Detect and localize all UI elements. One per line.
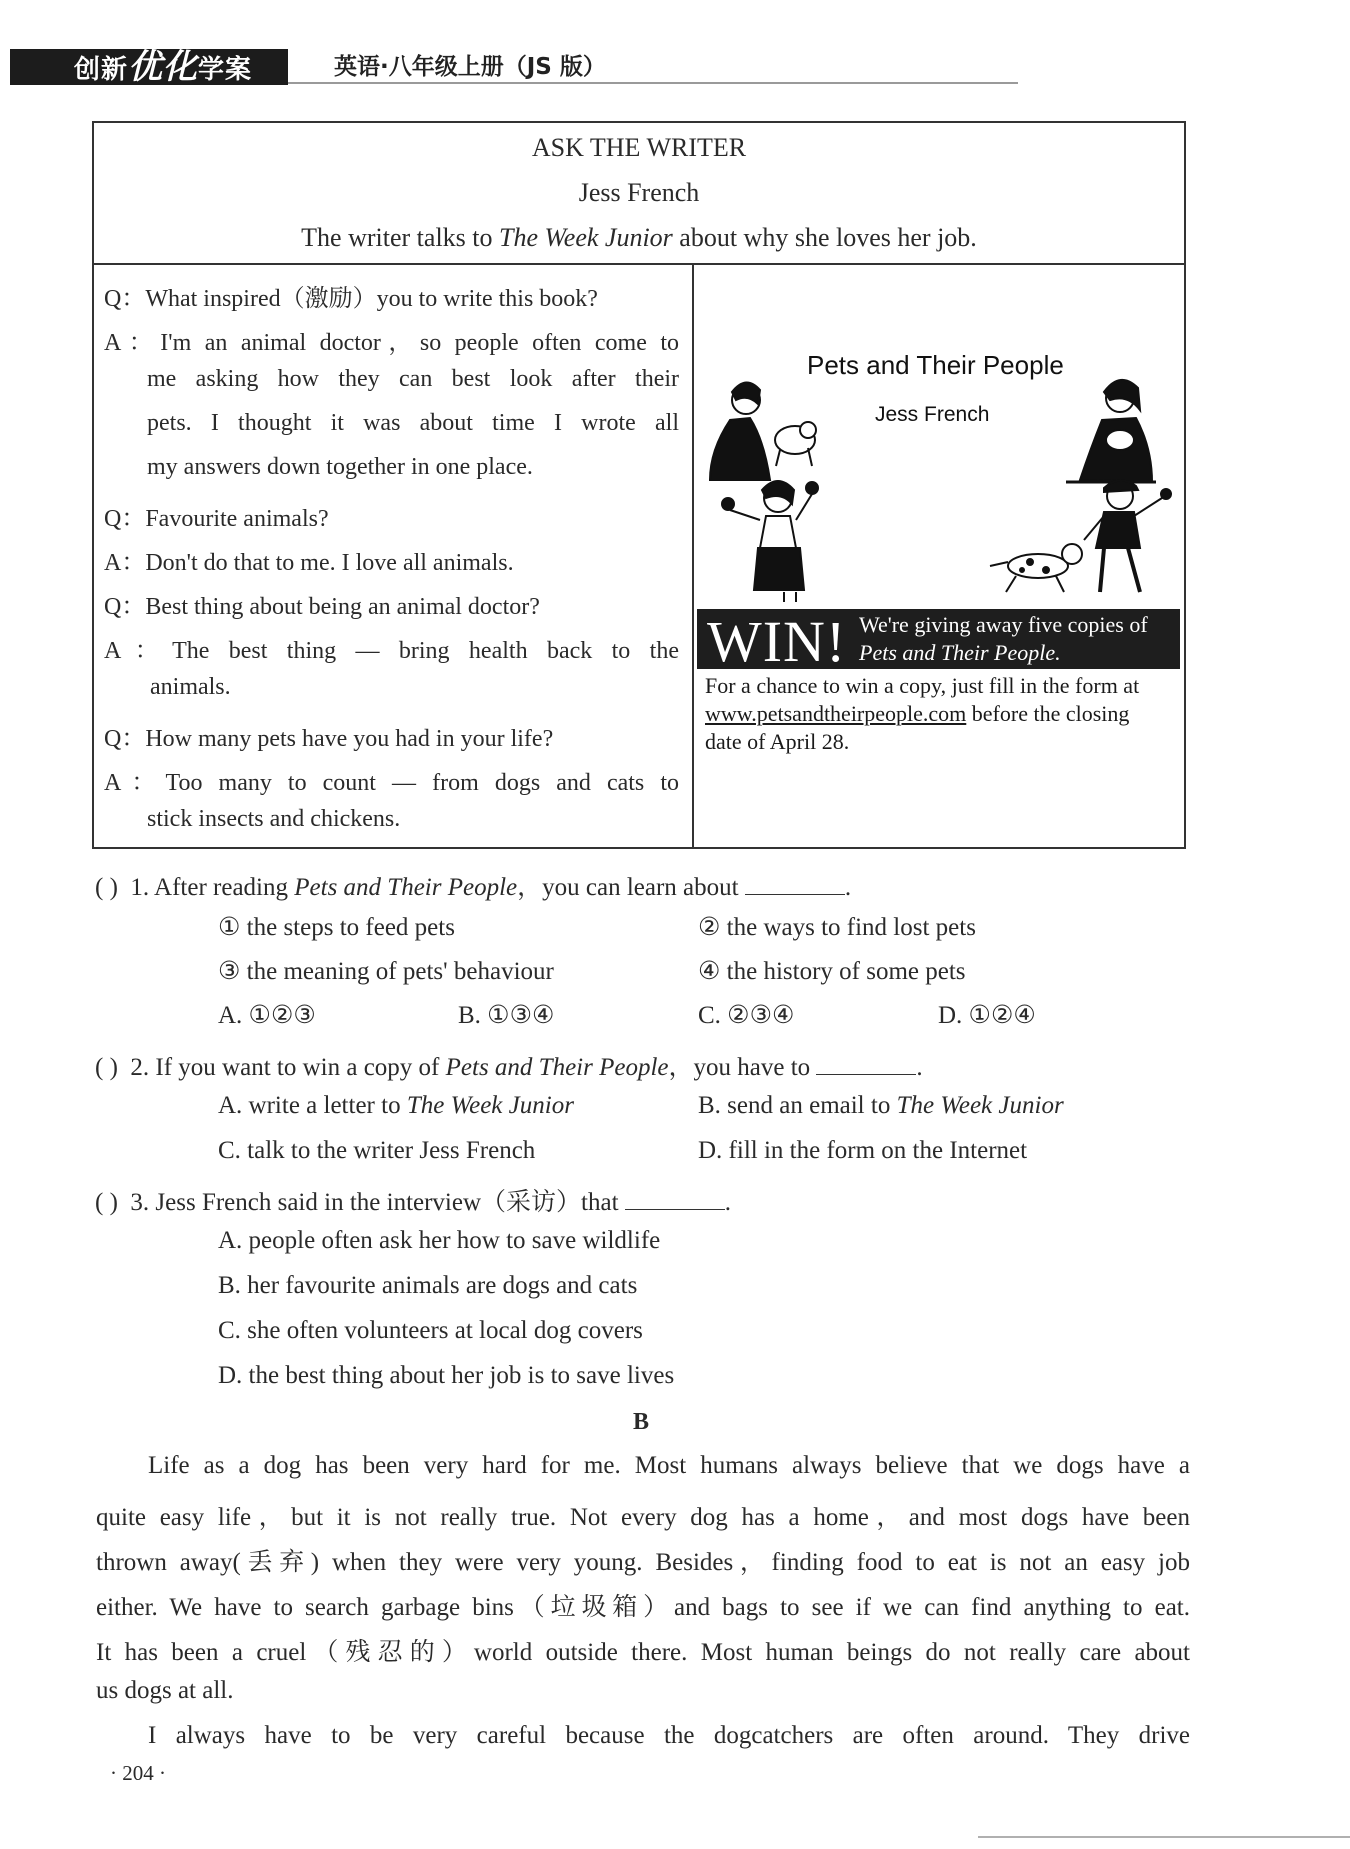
question-2-option-c[interactable]: C. talk to the writer Jess French	[218, 1137, 536, 1164]
question-2-option-a[interactable]: A. write a letter to The Week Junior	[218, 1092, 574, 1119]
qa-line: A：The best thing — bring health back to the	[104, 638, 679, 664]
article-column-divider	[692, 264, 694, 849]
win-text-line1: We're giving away five copies of	[859, 612, 1148, 637]
question-3-option-b[interactable]: B. her favourite animals are dogs and cats	[218, 1272, 638, 1299]
question-3-stem: ( ) 3. Jess French said in the interview（采访）that .	[95, 1189, 732, 1216]
qa-line: pets. I thought it was about time I wrote all	[147, 410, 679, 436]
passage-line: thrown away(丢弃) when they were very young. Besides，finding food to eat is not an easy job	[96, 1549, 1190, 1576]
boy-with-dalmatian-illustration	[990, 480, 1171, 592]
answer-blank[interactable]	[745, 874, 845, 895]
subject-title: 英语·八年级上册（JS 版）	[334, 54, 606, 80]
passage-line: I always have to be very careful because the dogcatchers are often around. They drive	[148, 1722, 1190, 1749]
promo-line2: www.petsandtheirpeople.com before the closing	[705, 701, 1130, 726]
girl-with-bird-illustration	[722, 481, 818, 602]
footer-rule	[978, 1836, 1350, 1838]
passage-line: us dogs at all.	[96, 1677, 234, 1704]
girl-with-pet-illustration	[1066, 380, 1156, 482]
win-text-line2: Pets and Their People.	[859, 640, 1061, 665]
question-3-option-a[interactable]: A. people often ask her how to save wildlife	[218, 1227, 661, 1254]
poster-author: Jess French	[875, 403, 990, 426]
series-badge: 创新优化学案	[10, 49, 288, 85]
promo-line1: For a chance to win a copy, just fill in the form at	[705, 673, 1140, 698]
article-intro: The writer talks to The Week Junior about why she loves her job.	[301, 223, 977, 252]
section-b-label: B	[633, 1409, 650, 1435]
qa-line: Q：What inspired（激励）you to write this book?	[104, 286, 598, 312]
passage-line: quite easy life，but it is not really true. Not every dog has a home，and most dogs have been	[96, 1504, 1190, 1531]
qa-line: animals.	[150, 674, 231, 700]
answer-blank[interactable]	[625, 1189, 725, 1210]
question-1-option-b[interactable]: B. ①③④	[458, 1002, 555, 1029]
answer-blank[interactable]	[816, 1054, 916, 1075]
qa-line: me asking how they can best look after their	[147, 366, 679, 392]
passage-line: It has been a cruel（残忍的）world outside there. Most human beings do not really care about	[96, 1639, 1190, 1666]
qa-line: A：Don't do that to me. I love all animals.	[104, 550, 514, 576]
header-rule	[288, 82, 1018, 84]
article-divider	[92, 263, 1186, 265]
passage-line: either. We have to search garbage bins（垃圾箱）and bags to see if we can find anything to eat.	[96, 1594, 1190, 1621]
question-1-item: ④ the history of some pets	[698, 958, 966, 985]
qa-line: my answers down together in one place.	[147, 454, 533, 480]
question-1-item: ③ the meaning of pets' behaviour	[218, 958, 554, 985]
qa-line: A：Too many to count — from dogs and cats to	[104, 770, 679, 796]
question-1-item: ① the steps to feed pets	[218, 914, 455, 941]
qa-line: stick insects and chickens.	[147, 806, 401, 832]
question-1-option-d[interactable]: D. ①②④	[938, 1002, 1036, 1029]
passage-line: Life as a dog has been very hard for me. Most humans always believe that we dogs have a	[148, 1452, 1190, 1479]
question-1-stem: ( ) 1. After reading Pets and Their People，you can learn about .	[95, 874, 852, 901]
qa-line: A：I'm an animal doctor，so people often come to	[104, 330, 679, 356]
article-author: Jess French	[578, 178, 700, 207]
question-1-option-c[interactable]: C. ②③④	[698, 1002, 795, 1029]
poster-illustration	[700, 370, 1180, 605]
question-2-stem: ( ) 2. If you want to win a copy of Pets and Their People，you have to .	[95, 1054, 923, 1081]
article-heading: ASK THE WRITER	[531, 133, 747, 162]
promo-link[interactable]: www.petsandtheirpeople.com	[705, 701, 967, 726]
qa-line: Q：Best thing about being an animal doctor?	[104, 594, 540, 620]
question-1-item: ② the ways to find lost pets	[698, 914, 976, 941]
poster-title: Pets and Their People	[807, 350, 1064, 380]
woman-with-dog-illustration	[710, 382, 816, 480]
win-label: WIN!	[707, 609, 847, 674]
question-3-option-d[interactable]: D. the best thing about her job is to save lives	[218, 1362, 675, 1389]
promo-line3: date of April 28.	[705, 729, 850, 754]
qa-line: Q：How many pets have you had in your life?	[104, 726, 554, 752]
qa-line: Q：Favourite animals?	[104, 506, 329, 532]
question-2-option-b[interactable]: B. send an email to The Week Junior	[698, 1092, 1064, 1119]
page-number: · 204 ·	[110, 1761, 166, 1785]
question-1-option-a[interactable]: A. ①②③	[218, 1002, 316, 1029]
question-2-option-d[interactable]: D. fill in the form on the Internet	[698, 1137, 1028, 1164]
question-3-option-c[interactable]: C. she often volunteers at local dog covers	[218, 1317, 643, 1344]
